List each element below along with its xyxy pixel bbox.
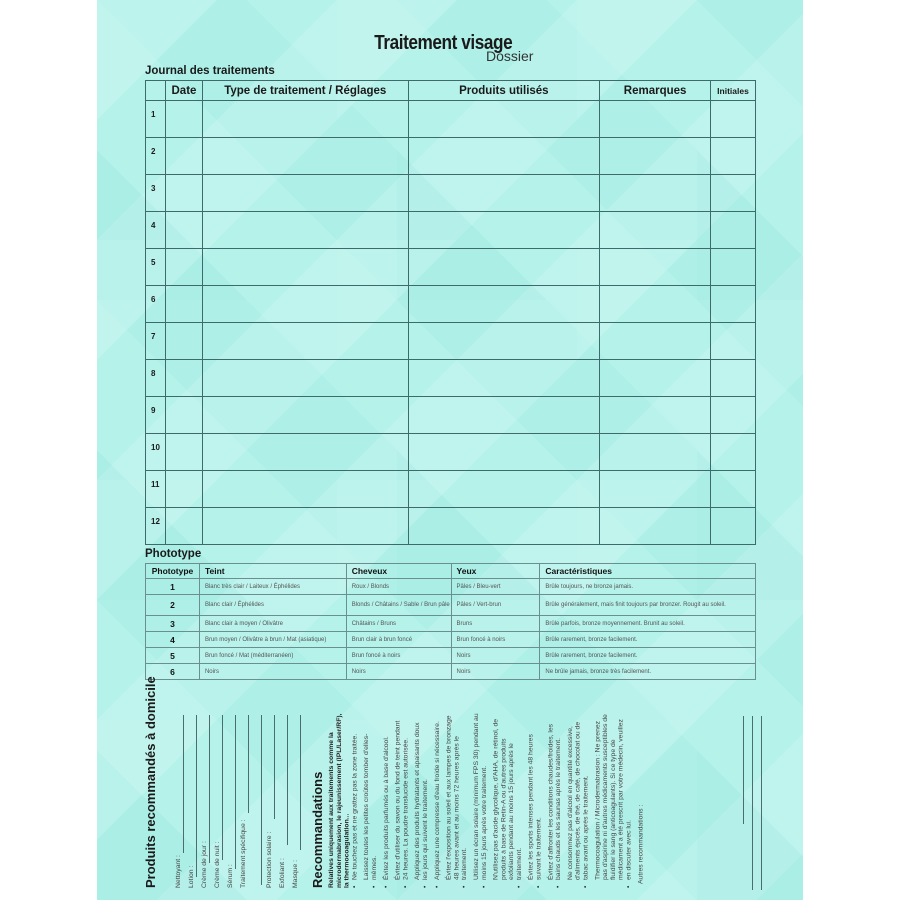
caract-cell: Ne brûle jamais, bronze très facilement. xyxy=(540,664,756,680)
date-cell[interactable] xyxy=(165,471,202,508)
document-page xyxy=(97,0,803,900)
row-number: 4 xyxy=(146,212,166,249)
products-cell[interactable] xyxy=(408,360,600,397)
journal-col-number xyxy=(146,81,166,101)
initials-cell[interactable] xyxy=(711,249,756,286)
initials-cell[interactable] xyxy=(711,360,756,397)
date-cell[interactable] xyxy=(165,249,202,286)
phototype-col-caract: Caractéristiques xyxy=(540,564,756,579)
document-subtitle: Dossier xyxy=(486,48,534,64)
initials-cell[interactable] xyxy=(711,286,756,323)
journal-row xyxy=(146,323,756,360)
remarks-cell[interactable] xyxy=(600,397,711,434)
phototype-number: 4 xyxy=(146,632,200,648)
date-cell[interactable] xyxy=(165,397,202,434)
recommendation-item: • Appliquez une compresse d'eau froide si nécessaire. xyxy=(434,712,442,888)
remarks-cell[interactable] xyxy=(600,323,711,360)
initials-cell[interactable] xyxy=(711,138,756,175)
field-creme-nuit[interactable]: Crème de nuit : xyxy=(214,841,221,888)
type-cell[interactable] xyxy=(202,360,408,397)
journal-row xyxy=(146,434,756,471)
field-lotion[interactable]: Lotion : xyxy=(188,865,195,888)
teint-cell: Noirs xyxy=(199,664,346,680)
yeux-cell: Noirs xyxy=(451,664,540,680)
journal-row xyxy=(146,508,756,545)
recommendations-intro: Relatives uniquement aux traitements comme la microdermabrasion, le rajeunissement (IPL/Laser/RF), la thermocoagulation... xyxy=(328,713,351,888)
caract-cell: Brûle rarement, bronze facilement. xyxy=(540,632,756,648)
row-number: 8 xyxy=(146,360,166,397)
initials-cell[interactable] xyxy=(711,212,756,249)
write-line xyxy=(261,715,262,885)
write-line xyxy=(183,715,184,853)
date-cell[interactable] xyxy=(165,101,202,138)
phototype-col-cheveux: Cheveux xyxy=(346,564,451,579)
remarks-cell[interactable] xyxy=(600,249,711,286)
recommendation-item: • N'utilisez pas d'acide glycolique, d'AHA, de rétinol, de produits à base de Retin-A ou d'autres produits exfoliants pendant au moins 15 jours après le traitement. xyxy=(493,712,524,888)
field-serum[interactable]: Sérum : xyxy=(227,864,234,888)
date-cell[interactable] xyxy=(165,175,202,212)
recommendation-item: • Appliquez des produits hydratants et apaisants doux les jours qui suivent le traitement. xyxy=(414,712,430,888)
caract-cell: Brûle généralement, mais finit toujours par bronzer. Rougit au soleil. xyxy=(540,595,756,616)
teint-cell: Brun moyen / Olivâtre à brun / Mat (asiatique) xyxy=(199,632,346,648)
phototype-number: 1 xyxy=(146,579,200,595)
field-protection-solaire[interactable]: Protection solaire : xyxy=(266,831,273,888)
cheveux-cell: Châtains / Bruns xyxy=(346,616,451,632)
date-cell[interactable] xyxy=(165,323,202,360)
initials-cell[interactable] xyxy=(711,397,756,434)
recommendation-item: • Évitez d'affronter les conditions chaudes/froides, les bains chauds et les saunas après le traitement. xyxy=(547,712,563,888)
type-cell[interactable] xyxy=(202,249,408,286)
yeux-cell: Brun foncé à noirs xyxy=(451,632,540,648)
phototype-col-type: Phototype xyxy=(146,564,200,579)
write-line xyxy=(209,715,210,863)
date-cell[interactable] xyxy=(165,212,202,249)
recommendation-item: • Ne consommez pas d'alcool en quantité excessive, d'aliments épicés, de thé, de café, de chocolat ou de tabac avant ou après le traitement. xyxy=(567,712,590,888)
caract-cell: Brûle toujours, ne bronze jamais. xyxy=(540,579,756,595)
recommendations-heading: Recommandations xyxy=(310,771,325,888)
type-cell[interactable] xyxy=(202,508,408,545)
other-recommendations-label[interactable]: Autres recommandations : xyxy=(637,804,645,884)
cheveux-cell: Brun foncé à noirs xyxy=(346,648,451,664)
products-cell[interactable] xyxy=(408,323,600,360)
journal-row xyxy=(146,212,756,249)
recommendation-item: • Évitez les sports intenses pendant les 48 heures suivant le traitement. xyxy=(528,712,544,888)
write-line xyxy=(761,716,762,890)
recommendation-item: • Laissez toutes les petites croûtes tomber d'elles-mêmes. xyxy=(363,712,379,888)
phototype-number: 3 xyxy=(146,616,200,632)
recommendations-body xyxy=(328,712,748,888)
field-exfoliant[interactable]: Exfoliant : xyxy=(279,858,286,888)
remarks-cell[interactable] xyxy=(600,212,711,249)
journal-row xyxy=(146,138,756,175)
journal-col-type: Type de traitement / Réglages xyxy=(202,81,408,101)
cheveux-cell: Brun clair à brun foncé xyxy=(346,632,451,648)
date-cell[interactable] xyxy=(165,360,202,397)
cheveux-cell: Noirs xyxy=(346,664,451,680)
row-number: 2 xyxy=(146,138,166,175)
document-title-block xyxy=(97,32,803,64)
products-cell[interactable] xyxy=(408,471,600,508)
write-line xyxy=(248,715,249,813)
write-line xyxy=(752,716,753,890)
type-cell[interactable] xyxy=(202,212,408,249)
home-products-heading: Produits recommandés à domicile xyxy=(143,676,158,888)
yeux-cell: Bruns xyxy=(451,616,540,632)
phototype-row xyxy=(146,579,756,595)
remarks-cell[interactable] xyxy=(600,286,711,323)
recommendation-item: • Utilisez un écran solaire (minimum FPS 30) pendant au moins 15 jours après votre traitement. xyxy=(473,712,489,888)
journal-col-remarks: Remarques xyxy=(600,81,711,101)
phototype-heading: Phototype xyxy=(145,548,202,560)
write-line xyxy=(287,715,288,845)
write-line xyxy=(743,716,744,824)
caract-cell: Brûle rarement, bronze facilement. xyxy=(540,648,756,664)
phototype-number: 2 xyxy=(146,595,200,616)
journal-col-products: Produits utilisés xyxy=(408,81,600,101)
row-number: 5 xyxy=(146,249,166,286)
document-title: Traitement visage xyxy=(373,32,513,54)
type-cell[interactable] xyxy=(202,138,408,175)
date-cell[interactable] xyxy=(165,508,202,545)
products-cell[interactable] xyxy=(408,397,600,434)
phototype-number: 5 xyxy=(146,648,200,664)
initials-cell[interactable] xyxy=(711,323,756,360)
recommendation-item: • Thermocoagulation / Microdermabrasion : Ne prenez pas d'aspirine ni d'autres médicaments susceptibles de fluidifier le sang (anticoagulants). Si ce type de médicament a été prescrit par votre médecin, veuillez en discuter avec lui. xyxy=(594,712,633,888)
phototype-row xyxy=(146,664,756,680)
write-line xyxy=(274,715,275,819)
products-cell[interactable] xyxy=(408,175,600,212)
caract-cell: Brûle parfois, bronze moyennement. Brunit au soleil. xyxy=(540,616,756,632)
journal-col-date: Date xyxy=(165,81,202,101)
recommendation-item: • Évitez l'exposition au soleil et aux lampes de bronzage 48 heures avant et au moins 72 heures après le traitement. xyxy=(446,712,469,888)
phototype-col-yeux: Yeux xyxy=(451,564,540,579)
remarks-cell[interactable] xyxy=(600,471,711,508)
initials-cell[interactable] xyxy=(711,471,756,508)
row-number: 6 xyxy=(146,286,166,323)
products-cell[interactable] xyxy=(408,508,600,545)
phototype-col-teint: Teint xyxy=(199,564,346,579)
teint-cell: Blanc clair à moyen / Olivâtre xyxy=(199,616,346,632)
type-cell[interactable] xyxy=(202,434,408,471)
products-cell[interactable] xyxy=(408,212,600,249)
type-cell[interactable] xyxy=(202,286,408,323)
phototype-number: 6 xyxy=(146,664,200,680)
remarks-cell[interactable] xyxy=(600,508,711,545)
remarks-cell[interactable] xyxy=(600,434,711,471)
field-creme-jour[interactable]: Crème de jour : xyxy=(201,841,208,888)
type-cell[interactable] xyxy=(202,175,408,212)
row-number: 9 xyxy=(146,397,166,434)
recommendation-item: • Évitez d'utiliser du savon ou du fond de teint pendant 24 heures. La poudre translucide est autorisée. xyxy=(395,712,411,888)
type-cell[interactable] xyxy=(202,101,408,138)
journal-row xyxy=(146,471,756,508)
yeux-cell: Pâles / Vert-brun xyxy=(451,595,540,616)
cheveux-cell: Roux / Blonds xyxy=(346,579,451,595)
type-cell[interactable] xyxy=(202,397,408,434)
journal-row xyxy=(146,360,756,397)
row-number: 7 xyxy=(146,323,166,360)
products-cell[interactable] xyxy=(408,101,600,138)
write-line xyxy=(300,715,301,850)
phototype-row xyxy=(146,595,756,616)
date-cell[interactable] xyxy=(165,286,202,323)
phototype-row xyxy=(146,648,756,664)
journal-row xyxy=(146,397,756,434)
journal-row xyxy=(146,175,756,212)
remarks-cell[interactable] xyxy=(600,360,711,397)
products-cell[interactable] xyxy=(408,249,600,286)
phototype-row xyxy=(146,616,756,632)
type-cell[interactable] xyxy=(202,471,408,508)
yeux-cell: Noirs xyxy=(451,648,540,664)
journal-col-initials: Initiales xyxy=(711,81,756,101)
date-cell[interactable] xyxy=(165,434,202,471)
phototype-row xyxy=(146,632,756,648)
phototype-header-row xyxy=(146,564,756,579)
teint-cell: Blanc clair / Éphélides xyxy=(199,595,346,616)
products-cell[interactable] xyxy=(408,286,600,323)
products-cell[interactable] xyxy=(408,138,600,175)
initials-cell[interactable] xyxy=(711,175,756,212)
date-cell[interactable] xyxy=(165,138,202,175)
field-masque[interactable]: Masque : xyxy=(292,860,299,888)
recommendation-item: • Évitez les produits parfumés ou à base d'alcool. xyxy=(383,712,391,888)
recommendations-list xyxy=(351,712,633,888)
journal-row xyxy=(146,249,756,286)
field-nettoyant[interactable]: Nettoyant : xyxy=(175,855,182,888)
remarks-cell[interactable] xyxy=(600,138,711,175)
type-cell[interactable] xyxy=(202,323,408,360)
journal-heading: Journal des traitements xyxy=(145,65,275,77)
teint-cell: Brun foncé / Mat (méditerranéen) xyxy=(199,648,346,664)
teint-cell: Blanc très clair / Laiteux / Éphélides xyxy=(199,579,346,595)
row-number: 11 xyxy=(146,471,166,508)
treatment-journal-table xyxy=(145,80,756,545)
journal-row xyxy=(146,101,756,138)
field-traitement-specifique[interactable]: Traitement spécifique : xyxy=(240,819,247,888)
remarks-cell[interactable] xyxy=(600,175,711,212)
row-number: 12 xyxy=(146,508,166,545)
write-line xyxy=(235,715,236,869)
journal-row xyxy=(146,286,756,323)
initials-cell[interactable] xyxy=(711,508,756,545)
journal-header-row xyxy=(146,81,756,101)
recommendation-item: • Ne touchez pas et ne grattez pas la zone traitée. xyxy=(351,712,359,888)
remarks-cell[interactable] xyxy=(600,101,711,138)
initials-cell[interactable] xyxy=(711,434,756,471)
row-number: 3 xyxy=(146,175,166,212)
cheveux-cell: Blonds / Châtains / Sable / Brun pâle xyxy=(346,595,451,616)
initials-cell[interactable] xyxy=(711,101,756,138)
row-number: 1 xyxy=(146,101,166,138)
row-number: 10 xyxy=(146,434,166,471)
write-line xyxy=(222,715,223,860)
yeux-cell: Pâles / Bleu-vert xyxy=(451,579,540,595)
products-cell[interactable] xyxy=(408,434,600,471)
phototype-table xyxy=(145,563,756,680)
write-line xyxy=(196,715,197,877)
